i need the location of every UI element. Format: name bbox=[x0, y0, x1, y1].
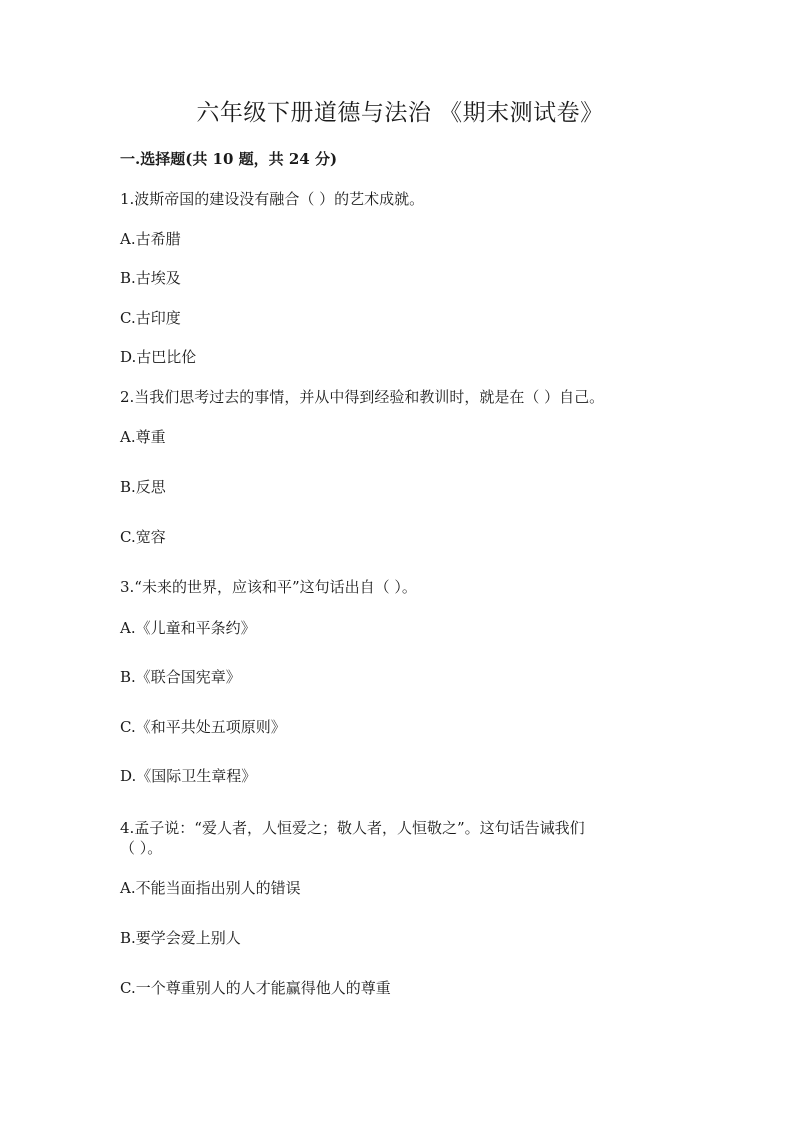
question-3-option-b: B.《联合国宪章》 bbox=[120, 668, 241, 686]
page-title: 六年级下册道德与法治 《期末测试卷》 bbox=[196, 100, 604, 126]
question-4-option-a: A.不能当面指出别人的错误 bbox=[120, 879, 301, 897]
question-4-option-b: B.要学会爱上别人 bbox=[120, 929, 241, 947]
question-4-stem-line-2: （ ）。 bbox=[120, 839, 163, 857]
question-1-stem: 1.波斯帝国的建设没有融合（ ）的艺术成就。 bbox=[120, 190, 425, 208]
question-1-option-b: B.古埃及 bbox=[120, 269, 181, 287]
question-1-option-d: D.古巴比伦 bbox=[120, 348, 197, 366]
question-3-option-c: C.《和平共处五项原则》 bbox=[120, 718, 286, 736]
question-1-option-c: C.古印度 bbox=[120, 309, 181, 327]
question-3-option-d: D.《国际卫生章程》 bbox=[120, 767, 257, 785]
question-3-stem: 3.“未来的世界，应该和平”这句话出自（ ）。 bbox=[120, 578, 417, 596]
section-heading: 一.选择题(共 10 题，共 24 分) bbox=[120, 150, 338, 168]
question-2-option-a: A.尊重 bbox=[120, 428, 166, 446]
question-1-option-a: A.古希腊 bbox=[120, 230, 181, 248]
question-4-stem-line-1: 4.孟子说：“爱人者，人恒爱之；敬人者，人恒敬之”。这句话告诫我们 bbox=[120, 819, 585, 837]
question-2-option-b: B.反思 bbox=[120, 478, 166, 496]
question-2-option-c: C.宽容 bbox=[120, 528, 166, 546]
question-2-stem: 2.当我们思考过去的事情，并从中得到经验和教训时，就是在（ ）自己。 bbox=[120, 388, 605, 406]
question-4-option-c: C.一个尊重别人的人才能赢得他人的尊重 bbox=[120, 979, 391, 997]
question-3-option-a: A.《儿童和平条约》 bbox=[120, 619, 256, 637]
